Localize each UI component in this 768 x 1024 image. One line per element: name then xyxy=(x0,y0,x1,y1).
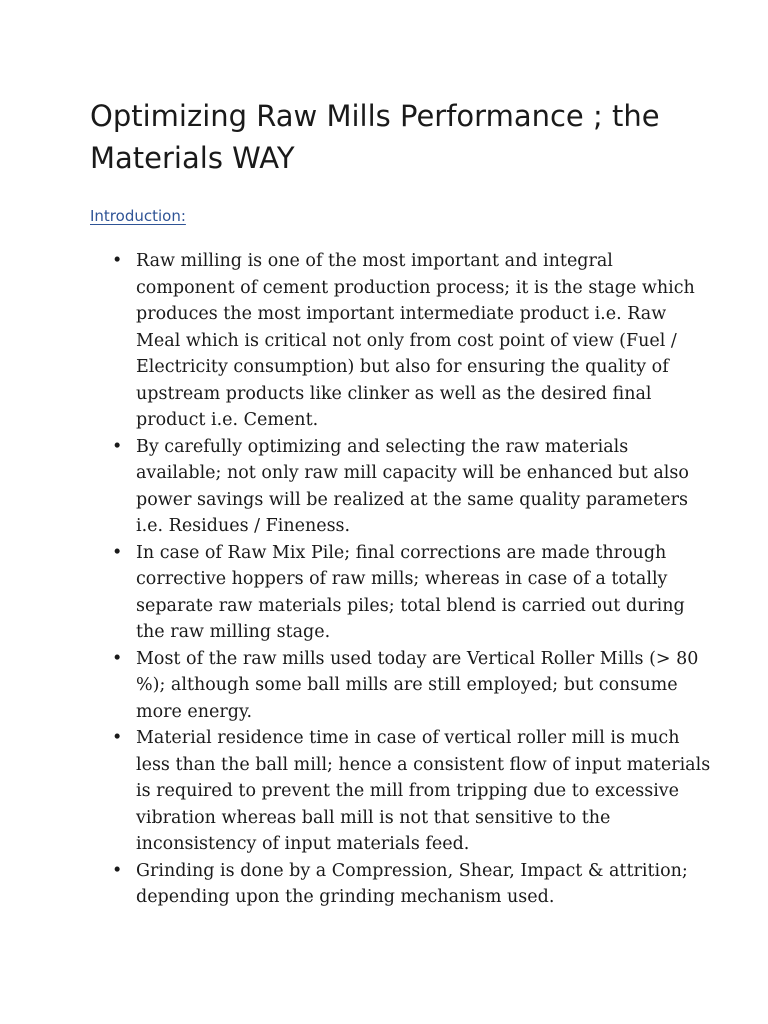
bullet-dot-icon: • xyxy=(112,251,123,271)
bullet-text-line: is required to prevent the mill from tripping due to excessive xyxy=(136,781,680,801)
bullet-item xyxy=(112,540,685,646)
bullet-text-line: depending upon the grinding mechanism used. xyxy=(136,887,555,907)
bullet-text-line: power savings will be realized at the same quality parameters xyxy=(136,489,688,510)
bullet-item xyxy=(112,858,688,911)
bullet-text xyxy=(136,858,688,911)
bullet-text-line: product i.e. Cement. xyxy=(136,410,319,430)
bullet-text-line: Meal which is critical not only from cost point of view (Fuel / xyxy=(136,330,677,351)
bullet-item xyxy=(112,725,711,858)
bullet-dot-icon: • xyxy=(112,860,123,881)
document-title: Optimizing Raw Mills Performance ; the Materials WAY xyxy=(90,99,660,175)
bullet-text-line: Material residence time in case of vertical roller mill is much xyxy=(136,728,680,748)
bullet-text-line: i.e. Residues / Fineness. xyxy=(136,516,351,536)
bullet-text-line: %); although some ball mills are still employed; but consume xyxy=(136,675,678,695)
bullet-text-line: Raw milling is one of the most important and integral xyxy=(136,251,613,271)
bullet-text-line: Grinding is done by a Compression, Shear, Impact & attrition; xyxy=(136,860,688,881)
bullet-item xyxy=(112,248,695,434)
bullet-text-line: corrective hoppers of raw mills; whereas in case of a totally xyxy=(136,569,668,589)
section-heading-introduction: Introduction: xyxy=(90,207,186,225)
bullet-list xyxy=(112,248,711,911)
bullet-text-line: produces the most important intermediate product i.e. Raw xyxy=(136,304,667,324)
bullet-text xyxy=(136,725,711,858)
bullet-dot-icon: • xyxy=(112,648,123,669)
bullet-text xyxy=(136,248,695,434)
bullet-text-line: Most of the raw mills used today are Vertical Roller Mills (> 80 xyxy=(136,648,699,669)
bullet-text-line: upstream products like clinker as well as the desired final xyxy=(136,383,652,404)
bullet-dot-icon: • xyxy=(112,542,123,563)
bullet-text-line: inconsistency of input materials feed. xyxy=(136,834,470,854)
bullet-text xyxy=(136,646,699,726)
bullet-item xyxy=(112,434,689,540)
bullet-text-line: In case of Raw Mix Pile; final corrections are made through xyxy=(136,542,667,563)
bullet-text-line: vibration whereas ball mill is not that sensitive to the xyxy=(136,807,611,828)
bullet-text xyxy=(136,540,685,646)
bullet-text-line: the raw milling stage. xyxy=(136,622,331,642)
bullet-text-line: Electricity consumption) but also for ensuring the quality of xyxy=(136,357,669,377)
bullet-dot-icon: • xyxy=(112,728,123,748)
bullet-text-line: component of cement production process; it is the stage which xyxy=(136,277,695,298)
bullet-text xyxy=(136,434,689,540)
bullet-text-line: more energy. xyxy=(136,701,253,722)
bullet-text-line: By carefully optimizing and selecting the raw materials xyxy=(136,436,629,457)
bullet-text-line: available; not only raw mill capacity will be enhanced but also xyxy=(136,463,689,483)
bullet-text-line: separate raw materials piles; total blend is carried out during xyxy=(136,595,685,616)
bullet-item xyxy=(112,646,699,726)
bullet-dot-icon: • xyxy=(112,436,123,457)
bullet-text-line: less than the ball mill; hence a consistent flow of input materials xyxy=(136,754,711,775)
